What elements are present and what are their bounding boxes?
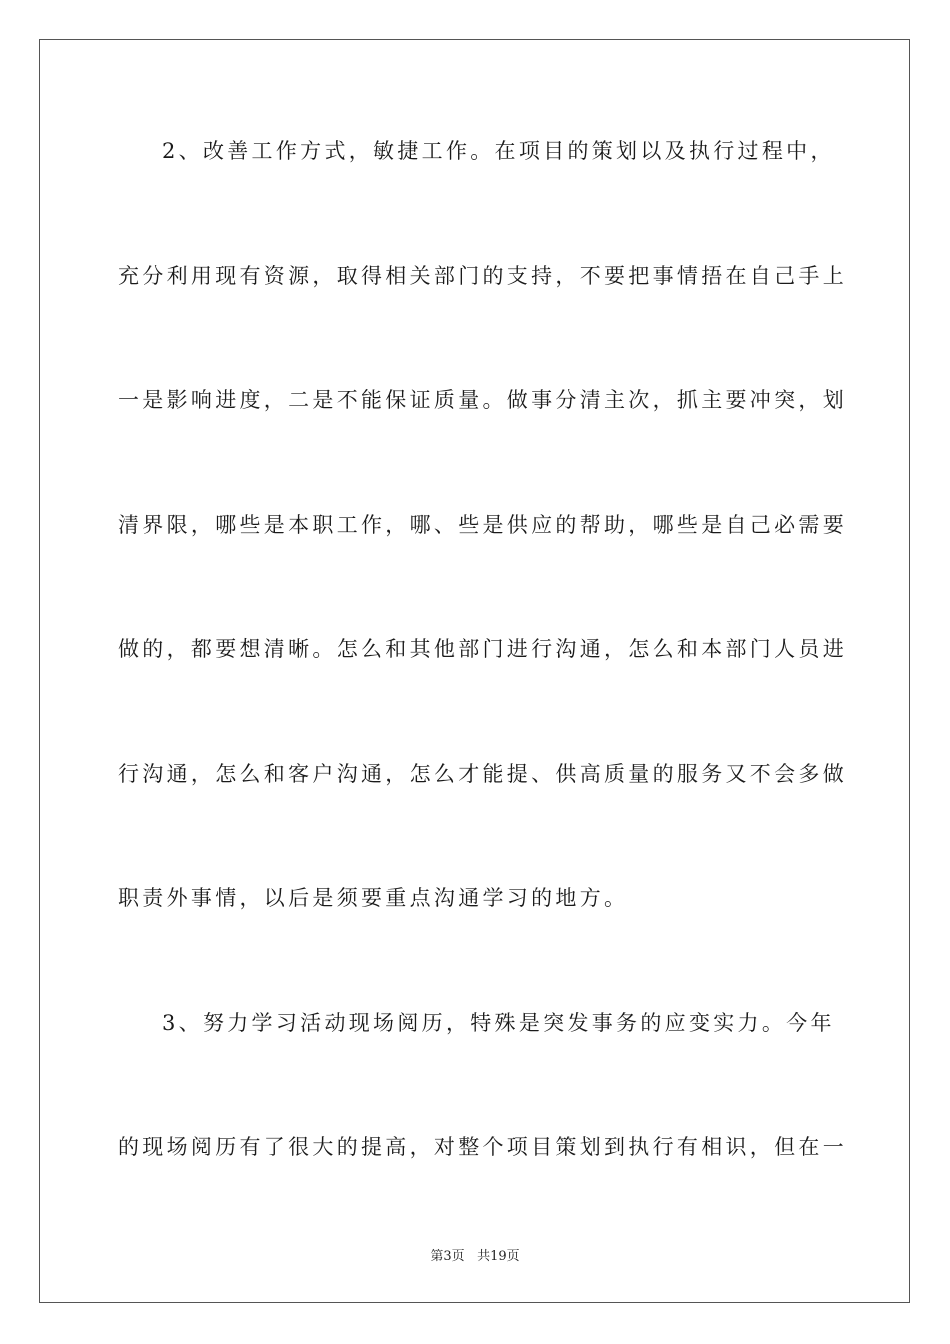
page-border [39, 39, 910, 1303]
paragraph-line-5: 做的，都要想清晰。怎么和其他部门进行沟通，怎么和本部门人员进 [118, 637, 847, 661]
page-number: 第3页 [430, 1249, 465, 1264]
total-pages: 共19页 [477, 1249, 520, 1264]
paragraph-line-9: 的现场阅历有了很大的提高，对整个项目策划到执行有相识，但在一 [118, 1135, 847, 1159]
paragraph-line-8: 3、努力学习活动现场阅历，特殊是突发事务的应变实力。今年 [162, 1011, 835, 1035]
paragraph-line-4: 清界限，哪些是本职工作，哪、些是供应的帮助，哪些是自己必需要 [118, 513, 847, 537]
paragraph-line-3: 一是影响进度，二是不能保证质量。做事分清主次，抓主要冲突，划 [118, 388, 847, 412]
paragraph-line-7: 职责外事情，以后是须要重点沟通学习的地方。 [118, 886, 629, 910]
paragraph-line-1: 2、改善工作方式，敏捷工作。在项目的策划以及执行过程中， [162, 139, 835, 163]
paragraph-line-6: 行沟通，怎么和客户沟通，怎么才能提、供高质量的服务又不会多做 [118, 762, 847, 786]
paragraph-line-2: 充分利用现有资源，取得相关部门的支持，不要把事情捂在自己手上 [118, 264, 847, 288]
page-footer [0, 1248, 950, 1266]
